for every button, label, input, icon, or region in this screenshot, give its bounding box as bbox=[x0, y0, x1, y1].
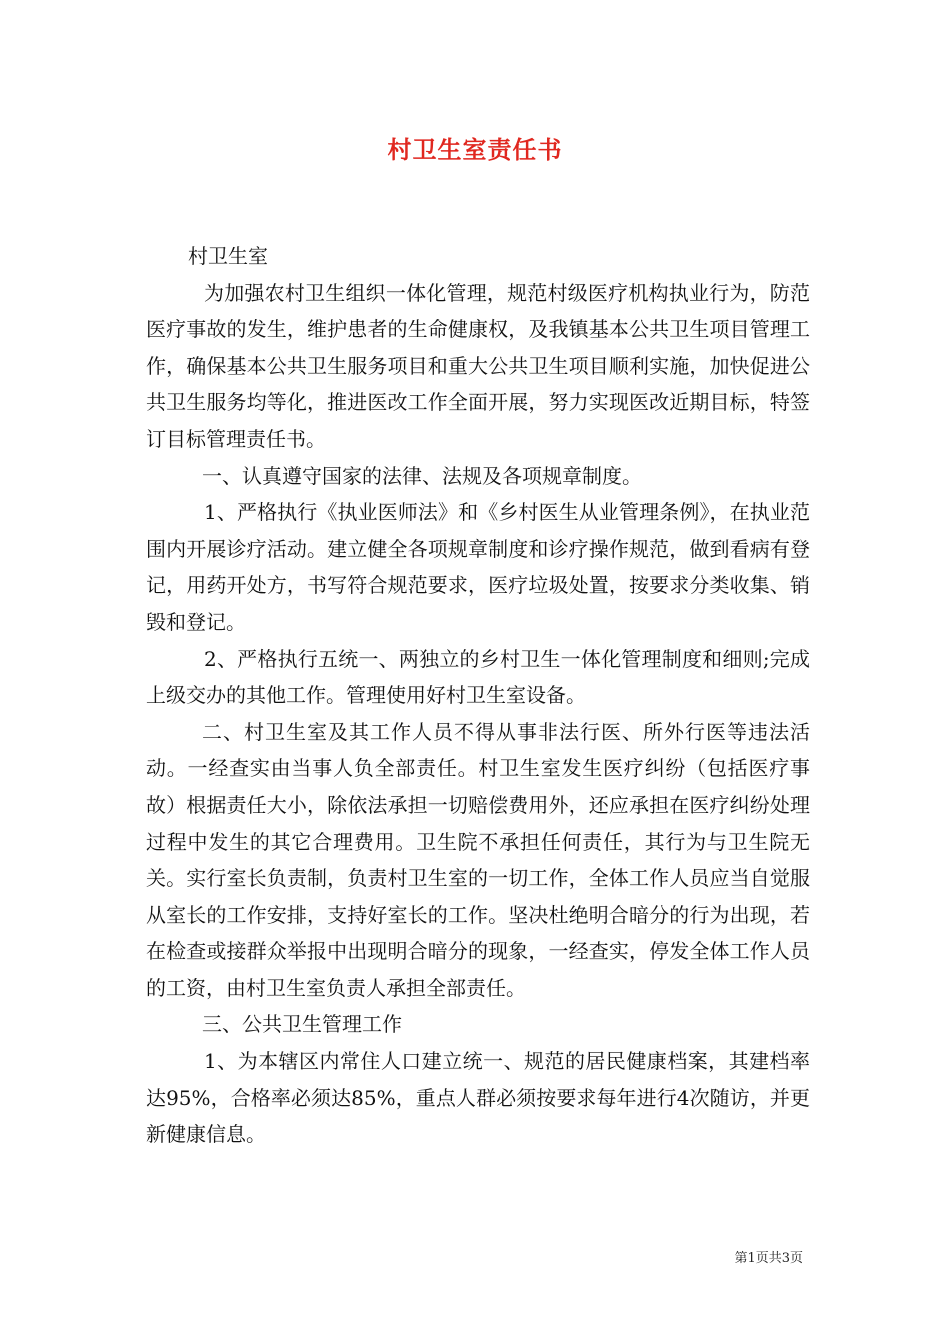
paragraph-intro: 为加强农村卫生组织一体化管理，规范村级医疗机构执业行为，防范医疗事故的发生，维护患者的生命健康权，及我镇基本公共卫生项目管理工作，确保基本公共卫生服务项目和重大公共卫生项目顺利实施，加快促进公共卫生服务均等化，推进医改工作全面开展，努力实现医改近期目标，特签订目标管理责任书。 bbox=[146, 280, 810, 451]
section-heading-3: 三、公共卫生管理工作 bbox=[202, 1012, 402, 1037]
paragraph-item-3-1: 1、为本辖区内常住人口建立统一、规范的居民健康档案，其建档率达95%，合格率必须达85%，重点人群必须按要求每年进行4次随访，并更新健康信息。 bbox=[146, 1049, 810, 1147]
document-title: 村卫生室责任书 bbox=[387, 135, 563, 164]
paragraph-item-1-2: 2、严格执行五统一、两独立的乡村卫生一体化管理制度和细则;完成上级交办的其他工作。管理使用好村卫生室设备。 bbox=[146, 646, 810, 708]
section-heading-1: 一、认真遵守国家的法律、法规及各项规章制度。 bbox=[202, 463, 642, 488]
section-heading-2: 二、村卫生室及其工作人员不得从事非法行医、所外行医等违法活动。一经查实由当事人负全部责任。村卫生室发生医疗纠纷（包括医疗事故）根据责任大小，除依法承担一切赔偿费用外，还应承担在医疗纠纷处理过程中发生的其它合理费用。卫生院不承担任何责任，其行为与卫生院无关。实行室长负责制，负责村卫生室的一切工作，全体工作人员应当自觉服从室长的工作安排，支持好室长的工作。坚决杜绝明合暗分的行为出现，若在检查或接群众举报中出现明合暗分的现象，一经查实，停发全体工作人员的工资，由村卫生室负责人承担全部责任。 bbox=[146, 719, 810, 1000]
page-number: 第1页共3页 bbox=[734, 1251, 803, 1266]
document-body bbox=[146, 238, 810, 1153]
salutation: 村卫生室 bbox=[188, 244, 268, 268]
paragraph-item-1-1: 1、严格执行《执业医师法》和《乡村医生从业管理条例》，在执业范围内开展诊疗活动。建立健全各项规章制度和诊疗操作规范，做到看病有登记，用药开处方，书写符合规范要求，医疗垃圾处置，按要求分类收集、销毁和登记。 bbox=[146, 500, 810, 634]
